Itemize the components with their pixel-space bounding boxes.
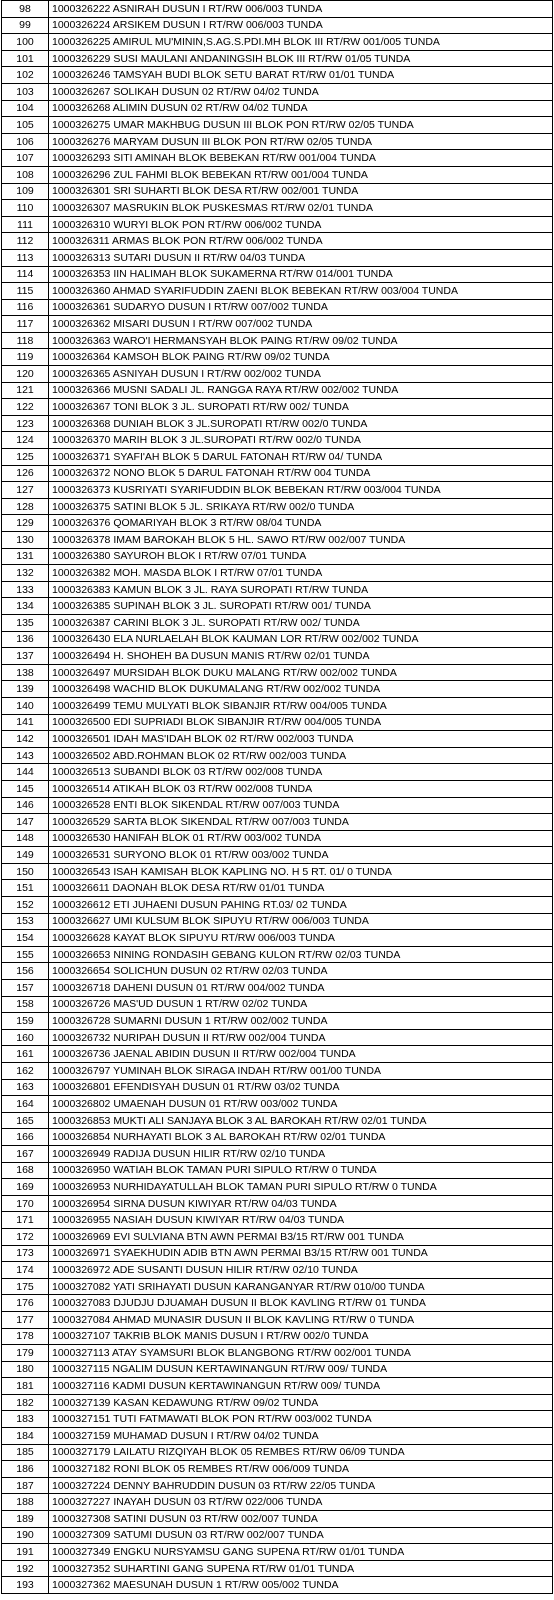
row-entry: 1000326353 IIN HALIMAH BLOK SUKAMERNA RT/RW 014/001 TUNDA <box>49 266 553 283</box>
row-number: 191 <box>2 1544 49 1561</box>
row-number: 135 <box>2 614 49 631</box>
table-row <box>2 216 553 233</box>
row-number: 150 <box>2 863 49 880</box>
table-row <box>2 565 553 582</box>
row-entry: 1000326267 SOLIKAH DUSUN 02 RT/RW 04/02 TUNDA <box>49 83 553 100</box>
table-row <box>2 764 553 781</box>
row-number: 164 <box>2 1096 49 1113</box>
row-number: 115 <box>2 283 49 300</box>
table-row <box>2 1145 553 1162</box>
row-number: 192 <box>2 1560 49 1577</box>
table-row <box>2 1029 553 1046</box>
row-number: 170 <box>2 1195 49 1212</box>
table-row <box>2 34 553 51</box>
table-row <box>2 349 553 366</box>
table-row <box>2 1079 553 1096</box>
table-row <box>2 1262 553 1279</box>
row-entry: 1000326972 ADE SUSANTI DUSUN HILIR RT/RW 02/10 TUNDA <box>49 1262 553 1279</box>
row-number: 181 <box>2 1378 49 1395</box>
row-entry: 1000326797 YUMINAH BLOK SIRAGA INDAH RT/RW 001/00 TUNDA <box>49 1063 553 1080</box>
table-row <box>2 1527 553 1544</box>
row-number: 102 <box>2 67 49 84</box>
table-row <box>2 366 553 383</box>
row-number: 109 <box>2 183 49 200</box>
table-row <box>2 465 553 482</box>
row-number: 136 <box>2 631 49 648</box>
row-entry: 1000327224 DENNY BAHRUDDIN DUSUN 03 RT/RW 22/05 TUNDA <box>49 1477 553 1494</box>
table-row <box>2 133 553 150</box>
table-row <box>2 681 553 698</box>
table-row <box>2 664 553 681</box>
table-row <box>2 996 553 1013</box>
row-entry: 1000326229 SUSI MAULANI ANDANINGSIH BLOK III RT/RW 01/05 TUNDA <box>49 50 553 67</box>
row-number: 162 <box>2 1063 49 1080</box>
table-row <box>2 1063 553 1080</box>
row-number: 118 <box>2 332 49 349</box>
row-number: 123 <box>2 415 49 432</box>
table-row <box>2 316 553 333</box>
row-number: 190 <box>2 1527 49 1544</box>
row-entry: 1000326955 NASIAH DUSUN KIWIYAR RT/RW 04/03 TUNDA <box>49 1212 553 1229</box>
row-entry: 1000326366 MUSNI SADALI JL. RANGGA RAYA RT/RW 002/002 TUNDA <box>49 382 553 399</box>
row-entry: 1000326498 WACHID BLOK DUKUMALANG RT/RW 002/002 TUNDA <box>49 681 553 698</box>
table-row <box>2 697 553 714</box>
row-number: 153 <box>2 913 49 930</box>
row-entry: 1000326531 SURYONO BLOK 01 RT/RW 003/002 TUNDA <box>49 847 553 864</box>
row-number: 124 <box>2 432 49 449</box>
row-entry: 1000326732 NURIPAH DUSUN II RT/RW 002/004 TUNDA <box>49 1029 553 1046</box>
table-row <box>2 581 553 598</box>
row-number: 173 <box>2 1245 49 1262</box>
row-number: 106 <box>2 133 49 150</box>
row-number: 171 <box>2 1212 49 1229</box>
row-entry: 1000327115 NGALIM DUSUN KERTAWINANGUN RT/RW 009/ TUNDA <box>49 1361 553 1378</box>
row-number: 131 <box>2 548 49 565</box>
row-number: 141 <box>2 714 49 731</box>
row-entry: 1000327107 TAKRIB BLOK MANIS DUSUN I RT/RW 002/0 TUNDA <box>49 1328 553 1345</box>
table-row <box>2 83 553 100</box>
table-row <box>2 598 553 615</box>
row-number: 110 <box>2 200 49 217</box>
row-number: 156 <box>2 963 49 980</box>
row-entry: 1000326528 ENTI BLOK SIKENDAL RT/RW 007/003 TUNDA <box>49 797 553 814</box>
row-number: 151 <box>2 880 49 897</box>
table-row <box>2 1311 553 1328</box>
table-row <box>2 1328 553 1345</box>
row-number: 117 <box>2 316 49 333</box>
row-number: 169 <box>2 1179 49 1196</box>
row-entry: 1000326628 KAYAT BLOK SIPUYU RT/RW 006/003 TUNDA <box>49 930 553 947</box>
row-entry: 1000326365 ASNIYAH DUSUN I RT/RW 002/002 TUNDA <box>49 366 553 383</box>
row-entry: 1000326367 TONI BLOK 3 JL. SUROPATI RT/RW 002/ TUNDA <box>49 399 553 416</box>
row-entry: 1000326360 AHMAD SYARIFUDDIN ZAENI BLOK BEBEKAN RT/RW 003/004 TUNDA <box>49 283 553 300</box>
row-number: 158 <box>2 996 49 1013</box>
table-row <box>2 797 553 814</box>
table-row <box>2 415 553 432</box>
row-entry: 1000326854 NURHAYATI BLOK 3 AL BAROKAH RT/RW 02/01 TUNDA <box>49 1129 553 1146</box>
table-body <box>2 1 553 1594</box>
row-entry: 1000326736 JAENAL ABIDIN DUSUN II RT/RW 002/004 TUNDA <box>49 1046 553 1063</box>
row-entry: 1000326373 KUSRIYATI SYARIFUDDIN BLOK BEBEKAN RT/RW 003/004 TUNDA <box>49 482 553 499</box>
table-row <box>2 532 553 549</box>
row-number: 186 <box>2 1461 49 1478</box>
table-row <box>2 200 553 217</box>
row-entry: 1000327139 KASAN KEDAWUNG RT/RW 09/02 TUNDA <box>49 1394 553 1411</box>
row-entry: 1000326500 EDI SUPRIADI BLOK SIBANJIR RT/RW 004/005 TUNDA <box>49 714 553 731</box>
row-entry: 1000326514 ATIKAH BLOK 03 RT/RW 002/008 TUNDA <box>49 780 553 797</box>
row-entry: 1000327084 AHMAD MUNASIR DUSUN II BLOK KAVLING RT/RW 0 TUNDA <box>49 1311 553 1328</box>
table-row <box>2 233 553 250</box>
table-row <box>2 1361 553 1378</box>
recipient-table <box>1 0 553 1594</box>
row-number: 127 <box>2 482 49 499</box>
table-row <box>2 1129 553 1146</box>
row-number: 149 <box>2 847 49 864</box>
row-entry: 1000326801 EFENDISYAH DUSUN 01 RT/RW 03/02 TUNDA <box>49 1079 553 1096</box>
row-number: 133 <box>2 581 49 598</box>
row-entry: 1000326502 ABD.ROHMAN BLOK 02 RT/RW 002/003 TUNDA <box>49 747 553 764</box>
row-entry: 1000326376 QOMARIYAH BLOK 3 RT/RW 08/04 TUNDA <box>49 515 553 532</box>
row-number: 145 <box>2 780 49 797</box>
table-row <box>2 1195 553 1212</box>
row-number: 154 <box>2 930 49 947</box>
row-number: 143 <box>2 747 49 764</box>
row-number: 121 <box>2 382 49 399</box>
table-row <box>2 1560 553 1577</box>
row-entry: 1000326853 MUKTI ALI SANJAYA BLOK 3 AL BAROKAH RT/RW 02/01 TUNDA <box>49 1112 553 1129</box>
row-number: 168 <box>2 1162 49 1179</box>
row-number: 107 <box>2 150 49 167</box>
row-number: 142 <box>2 731 49 748</box>
row-entry: 1000326268 ALIMIN DUSUN 02 RT/RW 04/02 TUNDA <box>49 100 553 117</box>
row-entry: 1000326385 SUPINAH BLOK 3 JL. SUROPATI RT/RW 001/ TUNDA <box>49 598 553 615</box>
table-row <box>2 266 553 283</box>
table-row <box>2 913 553 930</box>
table-row <box>2 299 553 316</box>
row-entry: 1000326529 SARTA BLOK SIKENDAL RT/RW 007/003 TUNDA <box>49 814 553 831</box>
row-number: 101 <box>2 50 49 67</box>
row-number: 163 <box>2 1079 49 1096</box>
table-row <box>2 17 553 34</box>
row-number: 172 <box>2 1228 49 1245</box>
table-row <box>2 1212 553 1229</box>
row-entry: 1000326368 DUNIAH BLOK 3 JL.SUROPATI RT/RW 002/0 TUNDA <box>49 415 553 432</box>
row-number: 129 <box>2 515 49 532</box>
table-row <box>2 614 553 631</box>
table-row <box>2 1245 553 1262</box>
row-number: 148 <box>2 830 49 847</box>
row-number: 128 <box>2 498 49 515</box>
row-entry: 1000327082 YATI SRIHAYATI DUSUN KARANGANYAR RT/RW 010/00 TUNDA <box>49 1278 553 1295</box>
row-number: 157 <box>2 980 49 997</box>
row-number: 122 <box>2 399 49 416</box>
row-entry: 1000326718 DAHENI DUSUN 01 RT/RW 004/002 TUNDA <box>49 980 553 997</box>
row-entry: 1000326372 NONO BLOK 5 DARUL FATONAH RT/RW 004 TUNDA <box>49 465 553 482</box>
table-row <box>2 880 553 897</box>
row-number: 119 <box>2 349 49 366</box>
row-entry: 1000326653 NINING RONDASIH GEBANG KULON RT/RW 02/03 TUNDA <box>49 946 553 963</box>
table-row <box>2 1444 553 1461</box>
table-row <box>2 830 553 847</box>
table-row <box>2 1179 553 1196</box>
table-row <box>2 631 553 648</box>
row-number: 111 <box>2 216 49 233</box>
row-entry: 1000327179 LAILATU RIZQIYAH BLOK 05 REMBES RT/RW 06/09 TUNDA <box>49 1444 553 1461</box>
table-row <box>2 1 553 18</box>
row-number: 155 <box>2 946 49 963</box>
row-entry: 1000326382 MOH. MASDA BLOK I RT/RW 07/01 TUNDA <box>49 565 553 582</box>
row-entry: 1000326513 SUBANDI BLOK 03 RT/RW 002/008 TUNDA <box>49 764 553 781</box>
table-row <box>2 1228 553 1245</box>
row-entry: 1000327352 SUHARTINI GANG SUPENA RT/RW 01/01 TUNDA <box>49 1560 553 1577</box>
table-row <box>2 980 553 997</box>
table-row <box>2 1577 553 1594</box>
row-entry: 1000326501 IDAH MAS'IDAH BLOK 02 RT/RW 002/003 TUNDA <box>49 731 553 748</box>
table-row <box>2 1096 553 1113</box>
row-number: 161 <box>2 1046 49 1063</box>
row-entry: 1000326375 SATINI BLOK 5 JL. SRIKAYA RT/RW 002/0 TUNDA <box>49 498 553 515</box>
table-row <box>2 1278 553 1295</box>
row-entry: 1000326802 UMAENAH DUSUN 01 RT/RW 003/002 TUNDA <box>49 1096 553 1113</box>
row-number: 125 <box>2 449 49 466</box>
row-number: 114 <box>2 266 49 283</box>
row-number: 179 <box>2 1345 49 1362</box>
row-number: 175 <box>2 1278 49 1295</box>
row-number: 165 <box>2 1112 49 1129</box>
table-row <box>2 1411 553 1428</box>
row-entry: 1000326307 MASRUKIN BLOK PUSKESMAS RT/RW 02/01 TUNDA <box>49 200 553 217</box>
row-entry: 1000326654 SOLICHUN DUSUN 02 RT/RW 02/03 TUNDA <box>49 963 553 980</box>
row-entry: 1000326611 DAONAH BLOK DESA RT/RW 01/01 TUNDA <box>49 880 553 897</box>
table-row <box>2 1013 553 1030</box>
row-entry: 1000326225 AMIRUL MU'MININ,S.AG.S.PDI.MH BLOK III RT/RW 001/005 TUNDA <box>49 34 553 51</box>
table-row <box>2 1544 553 1561</box>
row-number: 116 <box>2 299 49 316</box>
table-row <box>2 50 553 67</box>
row-entry: 1000327227 INAYAH DUSUN 03 RT/RW 022/006 TUNDA <box>49 1494 553 1511</box>
row-entry: 1000326726 MAS'UD DUSUN 1 RT/RW 02/02 TUNDA <box>49 996 553 1013</box>
row-entry: 1000326370 MARIH BLOK 3 JL.SUROPATI RT/RW 002/0 TUNDA <box>49 432 553 449</box>
row-entry: 1000326301 SRI SUHARTI BLOK DESA RT/RW 002/001 TUNDA <box>49 183 553 200</box>
row-entry: 1000326364 KAMSOH BLOK PAING RT/RW 09/02 TUNDA <box>49 349 553 366</box>
row-number: 152 <box>2 897 49 914</box>
table-row <box>2 731 553 748</box>
row-entry: 1000327362 MAESUNAH DUSUN 1 RT/RW 005/002 TUNDA <box>49 1577 553 1594</box>
row-entry: 1000326953 NURHIDAYATULLAH BLOK TAMAN PURI SIPULO RT/RW 0 TUNDA <box>49 1179 553 1196</box>
row-entry: 1000326362 MISARI DUSUN I RT/RW 007/002 TUNDA <box>49 316 553 333</box>
table-row <box>2 249 553 266</box>
row-entry: 1000327182 RONI BLOK 05 REMBES RT/RW 006/009 TUNDA <box>49 1461 553 1478</box>
table-row <box>2 897 553 914</box>
table-row <box>2 1046 553 1063</box>
table-row <box>2 150 553 167</box>
table-row <box>2 946 553 963</box>
row-number: 180 <box>2 1361 49 1378</box>
table-row <box>2 515 553 532</box>
row-entry: 1000326275 UMAR MAKHBUG DUSUN III BLOK PON RT/RW 02/05 TUNDA <box>49 117 553 134</box>
row-number: 184 <box>2 1428 49 1445</box>
row-entry: 1000326363 WARO'I HERMANSYAH BLOK PAING RT/RW 09/02 TUNDA <box>49 332 553 349</box>
row-entry: 1000326378 IMAM BAROKAH BLOK 5 HL. SAWO RT/RW 002/007 TUNDA <box>49 532 553 549</box>
row-entry: 1000326296 ZUL FAHMI BLOK BEBEKAN RT/RW 001/004 TUNDA <box>49 166 553 183</box>
table-row <box>2 1494 553 1511</box>
row-entry: 1000326530 HANIFAH BLOK 01 RT/RW 003/002 TUNDA <box>49 830 553 847</box>
table-row <box>2 183 553 200</box>
row-number: 130 <box>2 532 49 549</box>
table-row <box>2 863 553 880</box>
table-row <box>2 714 553 731</box>
table-row <box>2 482 553 499</box>
row-entry: 1000326971 SYAEKHUDIN ADIB BTN AWN PERMAI B3/15 RT/RW 001 TUNDA <box>49 1245 553 1262</box>
row-entry: 1000326499 TEMU MULYATI BLOK SIBANJIR RT/RW 004/005 TUNDA <box>49 697 553 714</box>
table-row <box>2 432 553 449</box>
row-entry: 1000326310 WURYI BLOK PON RT/RW 006/002 TUNDA <box>49 216 553 233</box>
row-number: 98 <box>2 1 49 18</box>
row-entry: 1000326222 ASNIRAH DUSUN I RT/RW 006/003 TUNDA <box>49 1 553 18</box>
row-entry: 1000326311 ARMAS BLOK PON RT/RW 006/002 TUNDA <box>49 233 553 250</box>
row-entry: 1000326276 MARYAM DUSUN III BLOK PON RT/RW 02/05 TUNDA <box>49 133 553 150</box>
row-number: 166 <box>2 1129 49 1146</box>
row-entry: 1000326380 SAYUROH BLOK I RT/RW 07/01 TUNDA <box>49 548 553 565</box>
table-row <box>2 100 553 117</box>
row-number: 160 <box>2 1029 49 1046</box>
table-row <box>2 1394 553 1411</box>
table-row <box>2 283 553 300</box>
row-entry: 1000326430 ELA NURLAELAH BLOK KAUMAN LOR RT/RW 002/002 TUNDA <box>49 631 553 648</box>
table-row <box>2 1295 553 1312</box>
row-number: 193 <box>2 1577 49 1594</box>
row-entry: 1000326246 TAMSYAH BUDI BLOK SETU BARAT RT/RW 01/01 TUNDA <box>49 67 553 84</box>
row-entry: 1000326612 ETI JUHAENI DUSUN PAHING RT.03/ 02 TUNDA <box>49 897 553 914</box>
table-row <box>2 67 553 84</box>
row-number: 147 <box>2 814 49 831</box>
row-entry: 1000327309 SATUMI DUSUN 03 RT/RW 002/007 TUNDA <box>49 1527 553 1544</box>
table-row <box>2 166 553 183</box>
row-number: 177 <box>2 1311 49 1328</box>
table-row <box>2 382 553 399</box>
row-number: 144 <box>2 764 49 781</box>
row-number: 137 <box>2 648 49 665</box>
table-row <box>2 780 553 797</box>
row-number: 103 <box>2 83 49 100</box>
row-number: 132 <box>2 565 49 582</box>
row-number: 138 <box>2 664 49 681</box>
table-row <box>2 648 553 665</box>
row-entry: 1000327349 ENGKU NURSYAMSU GANG SUPENA RT/RW 01/01 TUNDA <box>49 1544 553 1561</box>
row-entry: 1000326371 SYAFI'AH BLOK 5 DARUL FATONAH RT/RW 04/ TUNDA <box>49 449 553 466</box>
table-row <box>2 1477 553 1494</box>
table-row <box>2 747 553 764</box>
row-entry: 1000326969 EVI SULVIANA BTN AWN PERMAI B3/15 RT/RW 001 TUNDA <box>49 1228 553 1245</box>
row-number: 176 <box>2 1295 49 1312</box>
table-row <box>2 117 553 134</box>
row-entry: 1000326728 SUMARNI DUSUN 1 RT/RW 002/002 TUNDA <box>49 1013 553 1030</box>
row-entry: 1000327083 DJUDJU DJUAMAH DUSUN II BLOK KAVLING RT/RW 01 TUNDA <box>49 1295 553 1312</box>
row-number: 108 <box>2 166 49 183</box>
table-row <box>2 1461 553 1478</box>
table-row <box>2 548 553 565</box>
row-number: 159 <box>2 1013 49 1030</box>
row-entry: 1000327308 SATINI DUSUN 03 RT/RW 002/007 TUNDA <box>49 1511 553 1528</box>
row-number: 146 <box>2 797 49 814</box>
row-entry: 1000327113 ATAY SYAMSURI BLOK BLANGBONG RT/RW 002/001 TUNDA <box>49 1345 553 1362</box>
row-entry: 1000326361 SUDARYO DUSUN I RT/RW 007/002 TUNDA <box>49 299 553 316</box>
row-number: 105 <box>2 117 49 134</box>
table-row <box>2 1112 553 1129</box>
table-row <box>2 1162 553 1179</box>
row-entry: 1000326543 ISAH KAMISAH BLOK KAPLING NO. H 5 RT. 01/ 0 TUNDA <box>49 863 553 880</box>
table-row <box>2 1345 553 1362</box>
row-entry: 1000326313 SUTARI DUSUN II RT/RW 04/03 TUNDA <box>49 249 553 266</box>
row-entry: 1000327116 KADMI DUSUN KERTAWINANGUN RT/RW 009/ TUNDA <box>49 1378 553 1395</box>
row-number: 167 <box>2 1145 49 1162</box>
table-row <box>2 814 553 831</box>
row-number: 185 <box>2 1444 49 1461</box>
row-number: 99 <box>2 17 49 34</box>
row-number: 188 <box>2 1494 49 1511</box>
table-row <box>2 399 553 416</box>
row-number: 120 <box>2 366 49 383</box>
row-number: 183 <box>2 1411 49 1428</box>
row-number: 139 <box>2 681 49 698</box>
row-number: 178 <box>2 1328 49 1345</box>
row-number: 126 <box>2 465 49 482</box>
row-entry: 1000326293 SITI AMINAH BLOK BEBEKAN RT/RW 001/004 TUNDA <box>49 150 553 167</box>
table-row <box>2 1428 553 1445</box>
table-row <box>2 498 553 515</box>
table-row <box>2 1511 553 1528</box>
table-row <box>2 1378 553 1395</box>
row-entry: 1000326387 CARINI BLOK 3 JL. SUROPATI RT/RW 002/ TUNDA <box>49 614 553 631</box>
table-row <box>2 963 553 980</box>
row-entry: 1000326954 SIRNA DUSUN KIWIYAR RT/RW 04/03 TUNDA <box>49 1195 553 1212</box>
row-number: 104 <box>2 100 49 117</box>
row-number: 189 <box>2 1511 49 1528</box>
row-number: 134 <box>2 598 49 615</box>
row-number: 113 <box>2 249 49 266</box>
row-entry: 1000326949 RADIJA DUSUN HILIR RT/RW 02/10 TUNDA <box>49 1145 553 1162</box>
table-row <box>2 930 553 947</box>
row-number: 174 <box>2 1262 49 1279</box>
row-number: 140 <box>2 697 49 714</box>
row-entry: 1000327151 TUTI FATMAWATI BLOK PON RT/RW 003/002 TUNDA <box>49 1411 553 1428</box>
row-number: 182 <box>2 1394 49 1411</box>
row-entry: 1000326494 H. SHOHEH BA DUSUN MANIS RT/RW 02/01 TUNDA <box>49 648 553 665</box>
row-entry: 1000326383 KAMUN BLOK 3 JL. RAYA SUROPATI RT/RW TUNDA <box>49 581 553 598</box>
row-number: 112 <box>2 233 49 250</box>
row-entry: 1000327159 MUHAMAD DUSUN I RT/RW 04/02 TUNDA <box>49 1428 553 1445</box>
row-entry: 1000326224 ARSIKEM DUSUN I RT/RW 006/003 TUNDA <box>49 17 553 34</box>
row-entry: 1000326497 MURSIDAH BLOK DUKU MALANG RT/RW 002/002 TUNDA <box>49 664 553 681</box>
row-entry: 1000326627 UMI KULSUM BLOK SIPUYU RT/RW 006/003 TUNDA <box>49 913 553 930</box>
table-row <box>2 847 553 864</box>
row-number: 100 <box>2 34 49 51</box>
table-row <box>2 449 553 466</box>
row-entry: 1000326950 WATIAH BLOK TAMAN PURI SIPULO RT/RW 0 TUNDA <box>49 1162 553 1179</box>
row-number: 187 <box>2 1477 49 1494</box>
table-row <box>2 332 553 349</box>
